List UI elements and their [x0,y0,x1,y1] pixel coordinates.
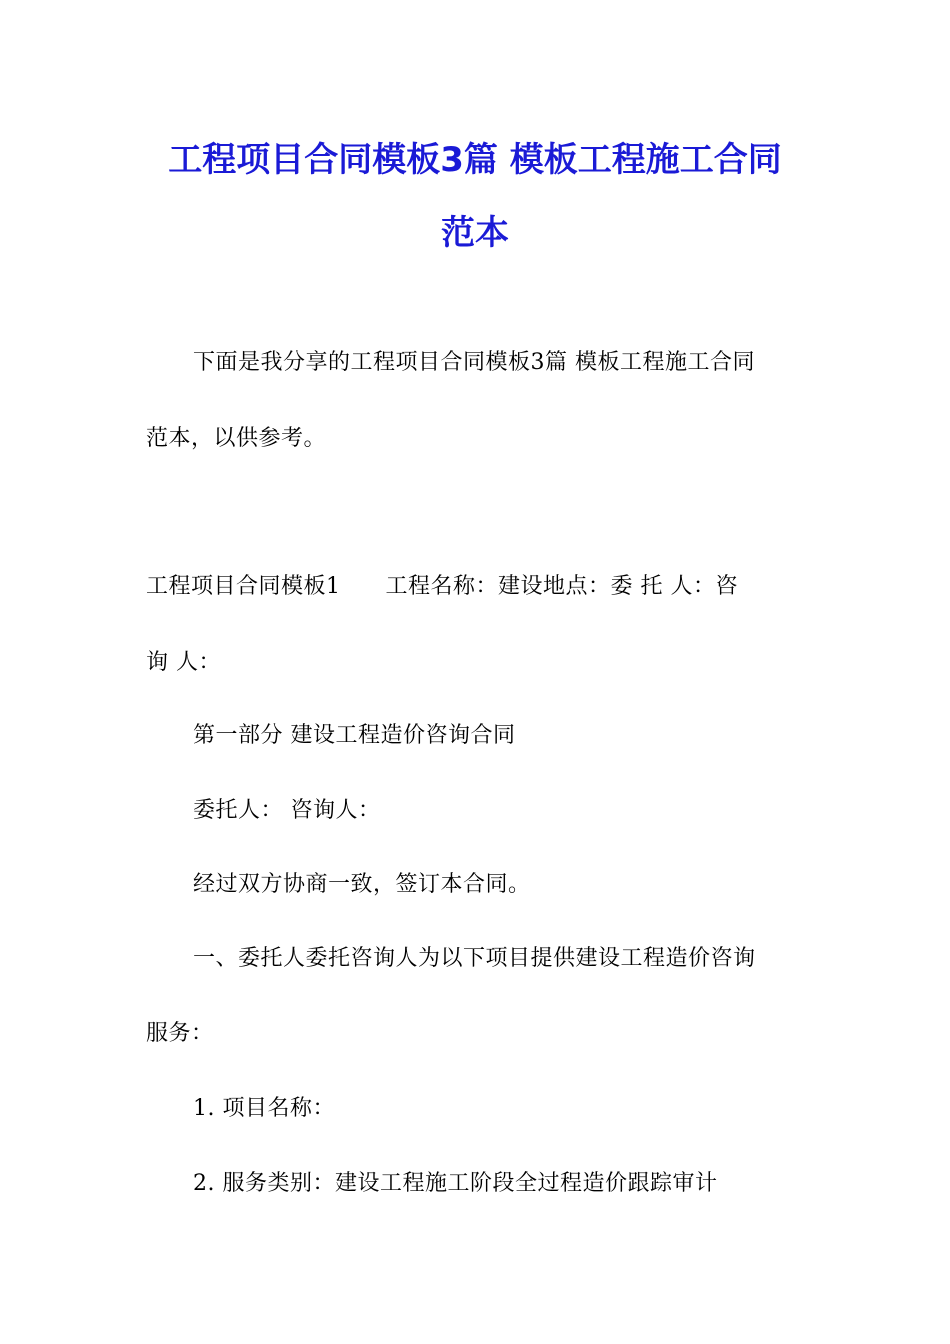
parties-line: 委托人： 咨询人： [193,798,381,823]
template1-header-line-2: 询 人： [146,650,221,675]
template1-header-line-1: 工程项目合同模板1 工程名称：建设地点：委 托 人：咨 [146,574,738,599]
list-item-1: 1. 项目名称： [193,1096,335,1121]
list-item-2: 2. 服务类别：建设工程施工阶段全过程造价跟踪审计 [193,1171,718,1196]
intro-paragraph-line-2: 范本，以供参考。 [146,426,327,451]
document-title-line-1: 工程项目合同模板3篇 模板工程施工合同 [168,140,782,180]
clause1-line-1: 一、委托人委托咨询人为以下项目提供建设工程造价咨询 [193,946,756,971]
intro-paragraph-line-1: 下面是我分享的工程项目合同模板3篇 模板工程施工合同 [193,350,755,375]
clause1-line-2: 服务： [146,1021,214,1046]
agreement-line: 经过双方协商一致，签订本合同。 [193,872,531,897]
document-title-line-2: 范本 [441,213,509,253]
part1-heading: 第一部分 建设工程造价咨询合同 [193,723,516,748]
